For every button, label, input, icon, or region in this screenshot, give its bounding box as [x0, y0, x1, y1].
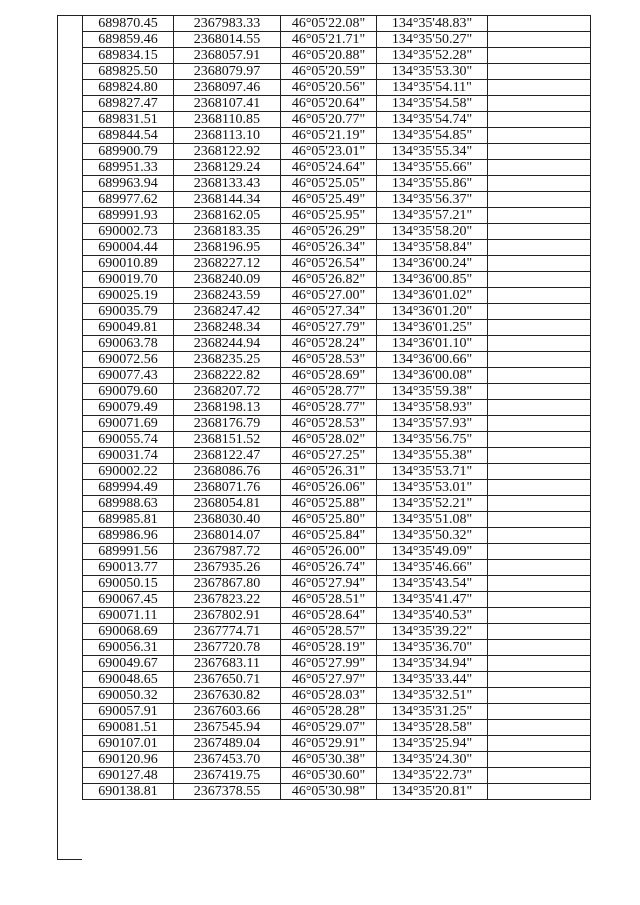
longitude-cell: 134°35'28.58"	[377, 720, 488, 736]
longitude-cell: 134°35'48.83"	[377, 16, 488, 32]
northing-cell: 2367489.04	[174, 736, 281, 752]
table-row	[83, 720, 591, 736]
longitude-cell: 134°35'31.25"	[377, 704, 488, 720]
easting-cell: 690079.49	[83, 400, 174, 416]
table-row	[83, 384, 591, 400]
latitude-cell: 46°05'20.59"	[281, 64, 377, 80]
easting-cell: 689900.79	[83, 144, 174, 160]
longitude-cell: 134°35'53.01"	[377, 480, 488, 496]
easting-cell: 689985.81	[83, 512, 174, 528]
table-row	[83, 768, 591, 784]
empty-cell	[488, 672, 591, 688]
longitude-cell: 134°35'50.32"	[377, 528, 488, 544]
easting-cell: 690019.70	[83, 272, 174, 288]
northing-cell: 2367774.71	[174, 624, 281, 640]
latitude-cell: 46°05'27.94"	[281, 576, 377, 592]
northing-cell: 2367683.11	[174, 656, 281, 672]
easting-cell: 690127.48	[83, 768, 174, 784]
longitude-cell: 134°36'00.08"	[377, 368, 488, 384]
longitude-cell: 134°35'43.54"	[377, 576, 488, 592]
northing-cell: 2368122.47	[174, 448, 281, 464]
latitude-cell: 46°05'25.95"	[281, 208, 377, 224]
table-row	[83, 48, 591, 64]
easting-cell: 690057.91	[83, 704, 174, 720]
latitude-cell: 46°05'28.24"	[281, 336, 377, 352]
longitude-cell: 134°35'55.66"	[377, 160, 488, 176]
easting-cell: 690138.81	[83, 784, 174, 800]
empty-cell	[488, 336, 591, 352]
northing-cell: 2368071.76	[174, 480, 281, 496]
longitude-cell: 134°36'01.02"	[377, 288, 488, 304]
longitude-cell: 134°35'53.71"	[377, 464, 488, 480]
northing-cell: 2368207.72	[174, 384, 281, 400]
easting-cell: 690048.65	[83, 672, 174, 688]
easting-cell: 690049.81	[83, 320, 174, 336]
table-row	[83, 480, 591, 496]
empty-cell	[488, 480, 591, 496]
latitude-cell: 46°05'30.60"	[281, 768, 377, 784]
easting-cell: 690071.69	[83, 416, 174, 432]
table-row	[83, 752, 591, 768]
easting-cell: 690050.32	[83, 688, 174, 704]
table-row	[83, 16, 591, 32]
latitude-cell: 46°05'30.38"	[281, 752, 377, 768]
table-row	[83, 672, 591, 688]
northing-cell: 2368014.07	[174, 528, 281, 544]
northing-cell: 2368097.46	[174, 80, 281, 96]
easting-cell: 690107.01	[83, 736, 174, 752]
table-row	[83, 656, 591, 672]
longitude-cell: 134°35'54.11"	[377, 80, 488, 96]
northing-cell: 2367823.22	[174, 592, 281, 608]
latitude-cell: 46°05'26.31"	[281, 464, 377, 480]
latitude-cell: 46°05'26.00"	[281, 544, 377, 560]
longitude-cell: 134°35'22.73"	[377, 768, 488, 784]
empty-cell	[488, 48, 591, 64]
easting-cell: 690055.74	[83, 432, 174, 448]
longitude-cell: 134°35'46.66"	[377, 560, 488, 576]
longitude-cell: 134°35'40.53"	[377, 608, 488, 624]
empty-cell	[488, 96, 591, 112]
table-row	[83, 160, 591, 176]
easting-cell: 690120.96	[83, 752, 174, 768]
table-row	[83, 96, 591, 112]
northing-cell: 2368133.43	[174, 176, 281, 192]
empty-cell	[488, 384, 591, 400]
table-row	[83, 416, 591, 432]
northing-cell: 2367453.70	[174, 752, 281, 768]
empty-cell	[488, 64, 591, 80]
empty-cell	[488, 288, 591, 304]
latitude-cell: 46°05'26.82"	[281, 272, 377, 288]
latitude-cell: 46°05'28.64"	[281, 608, 377, 624]
easting-cell: 690056.31	[83, 640, 174, 656]
empty-cell	[488, 128, 591, 144]
northing-cell: 2368183.35	[174, 224, 281, 240]
latitude-cell: 46°05'28.03"	[281, 688, 377, 704]
northing-cell: 2368014.55	[174, 32, 281, 48]
empty-cell	[488, 256, 591, 272]
empty-cell	[488, 512, 591, 528]
northing-cell: 2367545.94	[174, 720, 281, 736]
longitude-cell: 134°35'59.38"	[377, 384, 488, 400]
northing-cell: 2368030.40	[174, 512, 281, 528]
northing-cell: 2368110.85	[174, 112, 281, 128]
table-row	[83, 464, 591, 480]
latitude-cell: 46°05'28.19"	[281, 640, 377, 656]
northing-cell: 2368151.52	[174, 432, 281, 448]
coordinates-table	[82, 15, 591, 800]
northing-cell: 2368176.79	[174, 416, 281, 432]
northing-cell: 2367935.26	[174, 560, 281, 576]
table-row	[83, 32, 591, 48]
latitude-cell: 46°05'25.88"	[281, 496, 377, 512]
longitude-cell: 134°35'41.47"	[377, 592, 488, 608]
easting-cell: 690077.43	[83, 368, 174, 384]
table-row	[83, 432, 591, 448]
empty-cell	[488, 608, 591, 624]
northing-cell: 2368057.91	[174, 48, 281, 64]
longitude-cell: 134°35'55.38"	[377, 448, 488, 464]
latitude-cell: 46°05'23.01"	[281, 144, 377, 160]
empty-cell	[488, 112, 591, 128]
longitude-cell: 134°35'52.28"	[377, 48, 488, 64]
longitude-cell: 134°35'54.85"	[377, 128, 488, 144]
table-row	[83, 704, 591, 720]
empty-cell	[488, 32, 591, 48]
northing-cell: 2368196.95	[174, 240, 281, 256]
northing-cell: 2368235.25	[174, 352, 281, 368]
latitude-cell: 46°05'28.53"	[281, 416, 377, 432]
easting-cell: 690035.79	[83, 304, 174, 320]
empty-cell	[488, 528, 591, 544]
latitude-cell: 46°05'20.64"	[281, 96, 377, 112]
longitude-cell: 134°36'00.66"	[377, 352, 488, 368]
northing-cell: 2368222.82	[174, 368, 281, 384]
empty-cell	[488, 416, 591, 432]
table-row	[83, 272, 591, 288]
table-left-margin-column	[57, 15, 82, 860]
empty-cell	[488, 352, 591, 368]
northing-cell: 2368113.10	[174, 128, 281, 144]
empty-cell	[488, 592, 591, 608]
table-row	[83, 608, 591, 624]
longitude-cell: 134°35'52.21"	[377, 496, 488, 512]
easting-cell: 690050.15	[83, 576, 174, 592]
easting-cell: 690025.19	[83, 288, 174, 304]
longitude-cell: 134°35'33.44"	[377, 672, 488, 688]
easting-cell: 690071.11	[83, 608, 174, 624]
latitude-cell: 46°05'24.64"	[281, 160, 377, 176]
northing-cell: 2368247.42	[174, 304, 281, 320]
northing-cell: 2368240.09	[174, 272, 281, 288]
longitude-cell: 134°35'55.34"	[377, 144, 488, 160]
empty-cell	[488, 640, 591, 656]
latitude-cell: 46°05'28.51"	[281, 592, 377, 608]
table-row	[83, 592, 591, 608]
table-row	[83, 400, 591, 416]
easting-cell: 690002.73	[83, 224, 174, 240]
table-row	[83, 128, 591, 144]
table-row	[83, 736, 591, 752]
empty-cell	[488, 544, 591, 560]
table-row	[83, 288, 591, 304]
northing-cell: 2367720.78	[174, 640, 281, 656]
easting-cell: 689831.51	[83, 112, 174, 128]
easting-cell: 689951.33	[83, 160, 174, 176]
table-row	[83, 304, 591, 320]
northing-cell: 2368243.59	[174, 288, 281, 304]
empty-cell	[488, 432, 591, 448]
easting-cell: 689824.80	[83, 80, 174, 96]
easting-cell: 689834.15	[83, 48, 174, 64]
easting-cell: 689963.94	[83, 176, 174, 192]
northing-cell: 2368079.97	[174, 64, 281, 80]
empty-cell	[488, 688, 591, 704]
northing-cell: 2367419.75	[174, 768, 281, 784]
empty-cell	[488, 704, 591, 720]
latitude-cell: 46°05'21.19"	[281, 128, 377, 144]
table-row	[83, 240, 591, 256]
table-row	[83, 368, 591, 384]
table-row	[83, 624, 591, 640]
longitude-cell: 134°35'53.30"	[377, 64, 488, 80]
northing-cell: 2367983.33	[174, 16, 281, 32]
latitude-cell: 46°05'28.77"	[281, 384, 377, 400]
empty-cell	[488, 208, 591, 224]
empty-cell	[488, 784, 591, 800]
latitude-cell: 46°05'28.28"	[281, 704, 377, 720]
easting-cell: 690068.69	[83, 624, 174, 640]
empty-cell	[488, 560, 591, 576]
longitude-cell: 134°35'36.70"	[377, 640, 488, 656]
easting-cell: 690063.78	[83, 336, 174, 352]
latitude-cell: 46°05'27.97"	[281, 672, 377, 688]
latitude-cell: 46°05'27.34"	[281, 304, 377, 320]
table-row	[83, 64, 591, 80]
northing-cell: 2368054.81	[174, 496, 281, 512]
longitude-cell: 134°35'57.93"	[377, 416, 488, 432]
northing-cell: 2367603.66	[174, 704, 281, 720]
latitude-cell: 46°05'26.29"	[281, 224, 377, 240]
latitude-cell: 46°05'29.07"	[281, 720, 377, 736]
latitude-cell: 46°05'27.00"	[281, 288, 377, 304]
empty-cell	[488, 464, 591, 480]
northing-cell: 2368122.92	[174, 144, 281, 160]
empty-cell	[488, 160, 591, 176]
easting-cell: 690013.77	[83, 560, 174, 576]
empty-cell	[488, 624, 591, 640]
table-row	[83, 224, 591, 240]
latitude-cell: 46°05'28.53"	[281, 352, 377, 368]
longitude-cell: 134°35'34.94"	[377, 656, 488, 672]
longitude-cell: 134°35'20.81"	[377, 784, 488, 800]
empty-cell	[488, 368, 591, 384]
easting-cell: 689870.45	[83, 16, 174, 32]
table-row	[83, 208, 591, 224]
latitude-cell: 46°05'26.54"	[281, 256, 377, 272]
table-row	[83, 352, 591, 368]
empty-cell	[488, 16, 591, 32]
easting-cell: 690031.74	[83, 448, 174, 464]
easting-cell: 690049.67	[83, 656, 174, 672]
longitude-cell: 134°35'49.09"	[377, 544, 488, 560]
easting-cell: 689986.96	[83, 528, 174, 544]
northing-cell: 2367987.72	[174, 544, 281, 560]
easting-cell: 689991.93	[83, 208, 174, 224]
longitude-cell: 134°36'01.10"	[377, 336, 488, 352]
northing-cell: 2368198.13	[174, 400, 281, 416]
longitude-cell: 134°36'00.24"	[377, 256, 488, 272]
latitude-cell: 46°05'22.08"	[281, 16, 377, 32]
empty-cell	[488, 304, 591, 320]
longitude-cell: 134°35'51.08"	[377, 512, 488, 528]
latitude-cell: 46°05'20.56"	[281, 80, 377, 96]
table-row	[83, 176, 591, 192]
latitude-cell: 46°05'21.71"	[281, 32, 377, 48]
longitude-cell: 134°35'58.20"	[377, 224, 488, 240]
northing-cell: 2367867.80	[174, 576, 281, 592]
empty-cell	[488, 192, 591, 208]
latitude-cell: 46°05'26.74"	[281, 560, 377, 576]
northing-cell: 2367650.71	[174, 672, 281, 688]
empty-cell	[488, 720, 591, 736]
northing-cell: 2368086.76	[174, 464, 281, 480]
longitude-cell: 134°36'01.25"	[377, 320, 488, 336]
northing-cell: 2367802.91	[174, 608, 281, 624]
table-row	[83, 576, 591, 592]
easting-cell: 690004.44	[83, 240, 174, 256]
longitude-cell: 134°36'01.20"	[377, 304, 488, 320]
table-row	[83, 144, 591, 160]
empty-cell	[488, 656, 591, 672]
northing-cell: 2367630.82	[174, 688, 281, 704]
latitude-cell: 46°05'27.79"	[281, 320, 377, 336]
table-row	[83, 528, 591, 544]
longitude-cell: 134°36'00.85"	[377, 272, 488, 288]
table-row	[83, 784, 591, 800]
easting-cell: 690079.60	[83, 384, 174, 400]
longitude-cell: 134°35'50.27"	[377, 32, 488, 48]
easting-cell: 689977.62	[83, 192, 174, 208]
easting-cell: 689991.56	[83, 544, 174, 560]
easting-cell: 690072.56	[83, 352, 174, 368]
easting-cell: 690081.51	[83, 720, 174, 736]
easting-cell: 689825.50	[83, 64, 174, 80]
latitude-cell: 46°05'25.80"	[281, 512, 377, 528]
longitude-cell: 134°35'32.51"	[377, 688, 488, 704]
table-row	[83, 256, 591, 272]
easting-cell: 690010.89	[83, 256, 174, 272]
empty-cell	[488, 144, 591, 160]
longitude-cell: 134°35'58.93"	[377, 400, 488, 416]
latitude-cell: 46°05'25.05"	[281, 176, 377, 192]
easting-cell: 690067.45	[83, 592, 174, 608]
easting-cell: 689859.46	[83, 32, 174, 48]
latitude-cell: 46°05'28.02"	[281, 432, 377, 448]
latitude-cell: 46°05'28.77"	[281, 400, 377, 416]
longitude-cell: 134°35'39.22"	[377, 624, 488, 640]
longitude-cell: 134°35'25.94"	[377, 736, 488, 752]
empty-cell	[488, 176, 591, 192]
empty-cell	[488, 224, 591, 240]
table-row	[83, 640, 591, 656]
coordinates-table-body	[83, 16, 591, 800]
table-row	[83, 544, 591, 560]
table-row	[83, 496, 591, 512]
latitude-cell: 46°05'20.77"	[281, 112, 377, 128]
latitude-cell: 46°05'27.99"	[281, 656, 377, 672]
northing-cell: 2368144.34	[174, 192, 281, 208]
latitude-cell: 46°05'20.88"	[281, 48, 377, 64]
empty-cell	[488, 768, 591, 784]
longitude-cell: 134°35'57.21"	[377, 208, 488, 224]
table-row	[83, 512, 591, 528]
latitude-cell: 46°05'28.69"	[281, 368, 377, 384]
latitude-cell: 46°05'28.57"	[281, 624, 377, 640]
easting-cell: 689844.54	[83, 128, 174, 144]
empty-cell	[488, 80, 591, 96]
table-row	[83, 448, 591, 464]
northing-cell: 2368227.12	[174, 256, 281, 272]
latitude-cell: 46°05'26.06"	[281, 480, 377, 496]
longitude-cell: 134°35'56.75"	[377, 432, 488, 448]
easting-cell: 689994.49	[83, 480, 174, 496]
northing-cell: 2367378.55	[174, 784, 281, 800]
northing-cell: 2368107.41	[174, 96, 281, 112]
table-row	[83, 80, 591, 96]
latitude-cell: 46°05'25.84"	[281, 528, 377, 544]
table-row	[83, 320, 591, 336]
longitude-cell: 134°35'56.37"	[377, 192, 488, 208]
empty-cell	[488, 320, 591, 336]
empty-cell	[488, 240, 591, 256]
longitude-cell: 134°35'24.30"	[377, 752, 488, 768]
latitude-cell: 46°05'29.91"	[281, 736, 377, 752]
easting-cell: 689827.47	[83, 96, 174, 112]
northing-cell: 2368248.34	[174, 320, 281, 336]
latitude-cell: 46°05'25.49"	[281, 192, 377, 208]
table-row	[83, 560, 591, 576]
empty-cell	[488, 448, 591, 464]
empty-cell	[488, 496, 591, 512]
easting-cell: 689988.63	[83, 496, 174, 512]
empty-cell	[488, 576, 591, 592]
empty-cell	[488, 736, 591, 752]
empty-cell	[488, 400, 591, 416]
longitude-cell: 134°35'54.74"	[377, 112, 488, 128]
latitude-cell: 46°05'27.25"	[281, 448, 377, 464]
longitude-cell: 134°35'54.58"	[377, 96, 488, 112]
longitude-cell: 134°35'55.86"	[377, 176, 488, 192]
latitude-cell: 46°05'30.98"	[281, 784, 377, 800]
table-row	[83, 112, 591, 128]
easting-cell: 690002.22	[83, 464, 174, 480]
longitude-cell: 134°35'58.84"	[377, 240, 488, 256]
empty-cell	[488, 272, 591, 288]
latitude-cell: 46°05'26.34"	[281, 240, 377, 256]
table-row	[83, 688, 591, 704]
table-row	[83, 192, 591, 208]
empty-cell	[488, 752, 591, 768]
table-row	[83, 336, 591, 352]
northing-cell: 2368162.05	[174, 208, 281, 224]
northing-cell: 2368129.24	[174, 160, 281, 176]
northing-cell: 2368244.94	[174, 336, 281, 352]
